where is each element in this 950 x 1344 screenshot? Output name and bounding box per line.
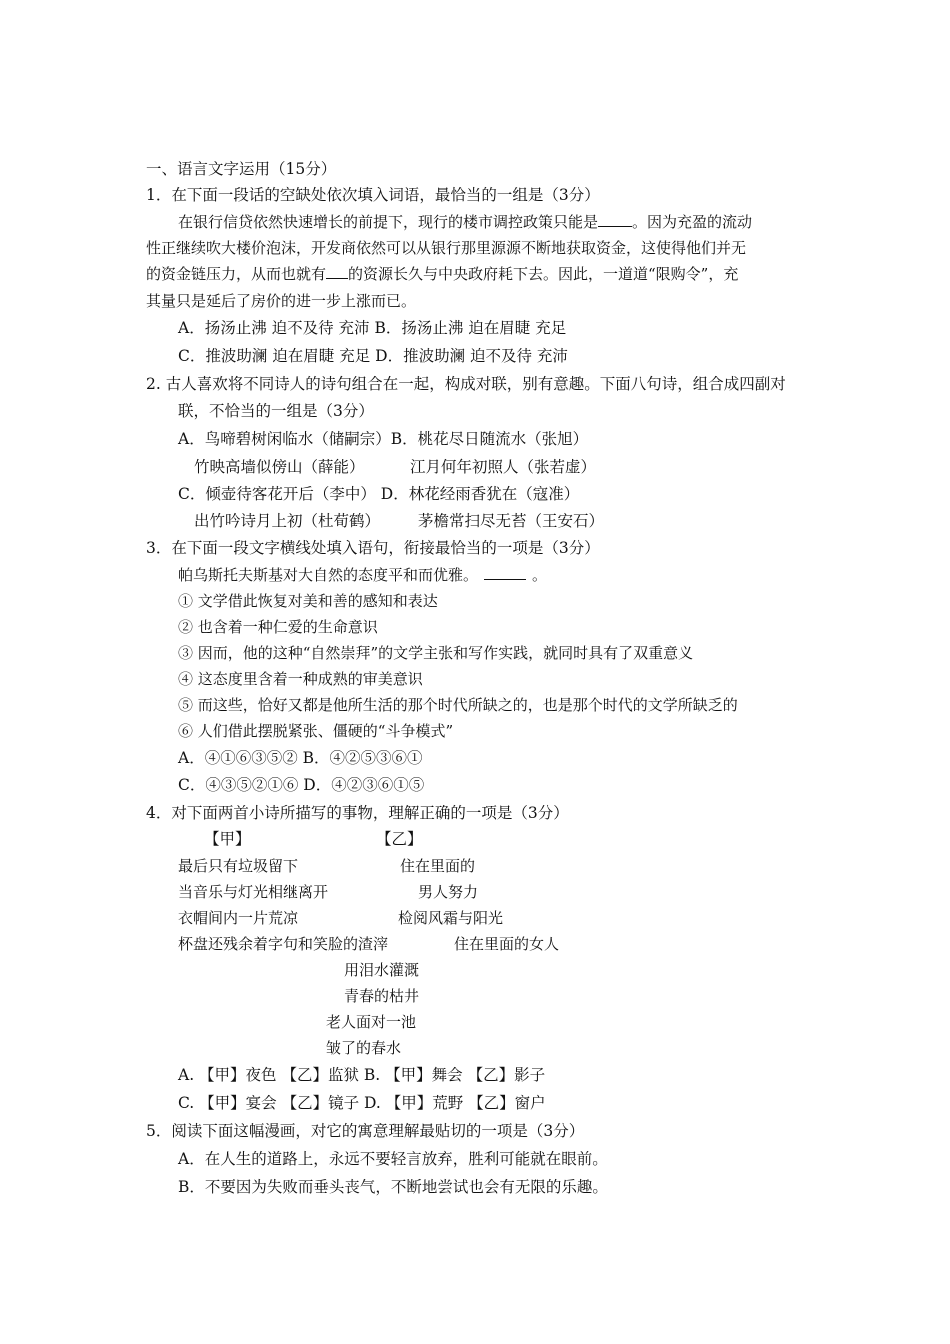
q1-passage-line-2: 性正继续吹大楼价泡沫，开发商依然可以从银行那里源源不断地获取资金，这使得他们并无 [146,239,747,257]
q4-jia-line-2: 当音乐与灯光相继离开 [178,883,329,901]
q4-yi-line-1: 住在里面的 [400,857,476,875]
q4-poem-yi-label: 【乙】 [376,830,423,848]
q3-sentence-3: ③ 因而，他的这种“自然崇拜”的文学主张和写作实践，就同时具有了双重意义 [178,644,694,662]
q4-yi-line-4: 住在里面的女人 [454,935,560,953]
section-title: 一、语言文字运用（15分） [146,160,337,178]
q1-passage-text-a: 在银行信贷依然快速增长的前提下，现行的楼市调控政策只能是 [178,213,599,231]
q2-option-d-line-2: 茅檐常扫尽无苔（王安石） [418,512,605,530]
q1-blank-2 [326,264,348,279]
q2-stem-line-1: 2. 古人喜欢将不同诗人的诗句组合在一起，构成对联，别有意趣。下面八句诗，组合成四副对 [146,375,786,393]
q1-blank-1 [598,212,632,227]
q4-yi-line-5: 用泪水灌溉 [344,961,420,979]
q4-options-ab: A. 【甲】夜色 【乙】监狱 B. 【甲】舞会 【乙】影子 [178,1066,546,1084]
q2-option-c-line-2: 出竹吟诗月上初（杜荀鹤） [194,512,381,530]
q3-lead-text: 帕乌斯托夫斯基对大自然的态度平和而优雅。 [178,566,479,584]
q4-options-cd: C. 【甲】宴会 【乙】镜子 D. 【甲】荒野 【乙】窗户 [178,1094,546,1112]
q2-options-cd: C．倾壶待客花开后（李中） D．林花经雨香犹在（寇准） [178,485,580,503]
q1-options-cd: C．推波助澜 迫在眉睫 充足 D．推波助澜 迫不及待 充沛 [178,347,568,365]
q4-yi-line-8: 皱了的春水 [326,1039,402,1057]
q4-yi-line-3: 检阅风霜与阳光 [398,909,504,927]
q3-lead-end: 。 [532,566,548,584]
q1-passage-text-c: 的资金链压力，从而也就有 [146,265,327,283]
q2-stem-line-2: 联，不恰当的一组是（3分） [178,402,374,420]
q3-sentence-6: ⑥ 人们借此摆脱紧张、僵硬的“斗争模式” [178,722,454,740]
q1-passage-text-b: 。因为充盈的流动 [632,213,753,231]
q5-stem: 5．阅读下面这幅漫画，对它的寓意理解最贴切的一项是（3分） [146,1122,585,1140]
q3-sentence-5: ⑤ 而这些，恰好又都是他所生活的那个时代所缺之的，也是那个时代的文学所缺乏的 [178,696,738,714]
q2-option-b-line-2: 江月何年初照人（张若虚） [410,458,597,476]
q3-options-cd: C．④③⑤②①⑥ D．④②③⑥①⑤ [178,776,425,794]
q1-stem: 1．在下面一段话的空缺处依次填入词语，最恰当的一组是（3分） [146,186,600,204]
q1-passage-line-4: 其量只是延后了房价的进一步上涨而已。 [146,292,417,310]
q4-jia-line-4: 杯盘还残余着字句和笑脸的渣滓 [178,935,389,953]
q5-option-b: B．不要因为失败而垂头丧气，不断地尝试也会有无限的乐趣。 [178,1178,608,1196]
q4-jia-line-3: 衣帽间内一片荒凉 [178,909,299,927]
q1-passage-line-1 [178,212,752,232]
q2-options-ab: A．鸟啼碧树闲临水（储嗣宗）B．桃花尽日随流水（张旭） [178,430,589,448]
q4-yi-line-7: 老人面对一池 [326,1013,417,1031]
q4-yi-line-6: 青春的枯井 [344,987,420,1005]
q1-options-ab: A．扬汤止沸 迫不及待 充沛 B．扬汤止沸 迫在眉睫 充足 [178,319,567,337]
q4-stem: 4．对下面两首小诗所描写的事物，理解正确的一项是（3分） [146,804,569,822]
q2-option-a-line-2: 竹映高墙似傍山（薛能） [194,458,365,476]
q5-option-a: A．在人生的道路上，永远不要轻言放弃，胜利可能就在眼前。 [178,1150,608,1168]
q4-yi-line-2: 男人努力 [418,883,479,901]
q1-passage-line-3 [146,264,738,284]
q4-poem-jia-label: 【甲】 [204,830,251,848]
q3-lead [178,565,547,585]
q3-options-ab: A．④①⑥③⑤② B．④②⑤③⑥① [178,749,423,767]
q4-jia-line-1: 最后只有垃圾留下 [178,857,299,875]
q3-blank [484,565,526,580]
q3-sentence-4: ④ 这态度里含着一种成熟的审美意识 [178,670,423,688]
q3-sentence-1: ① 文学借此恢复对美和善的感知和表达 [178,592,438,610]
q1-passage-text-d: 的资源长久与中央政府耗下去。因此，一道道“限购令”，充 [348,265,739,283]
q3-sentence-2: ② 也含着一种仁爱的生命意识 [178,618,378,636]
q3-stem: 3．在下面一段文字横线处填入语句，衔接最恰当的一项是（3分） [146,539,600,557]
